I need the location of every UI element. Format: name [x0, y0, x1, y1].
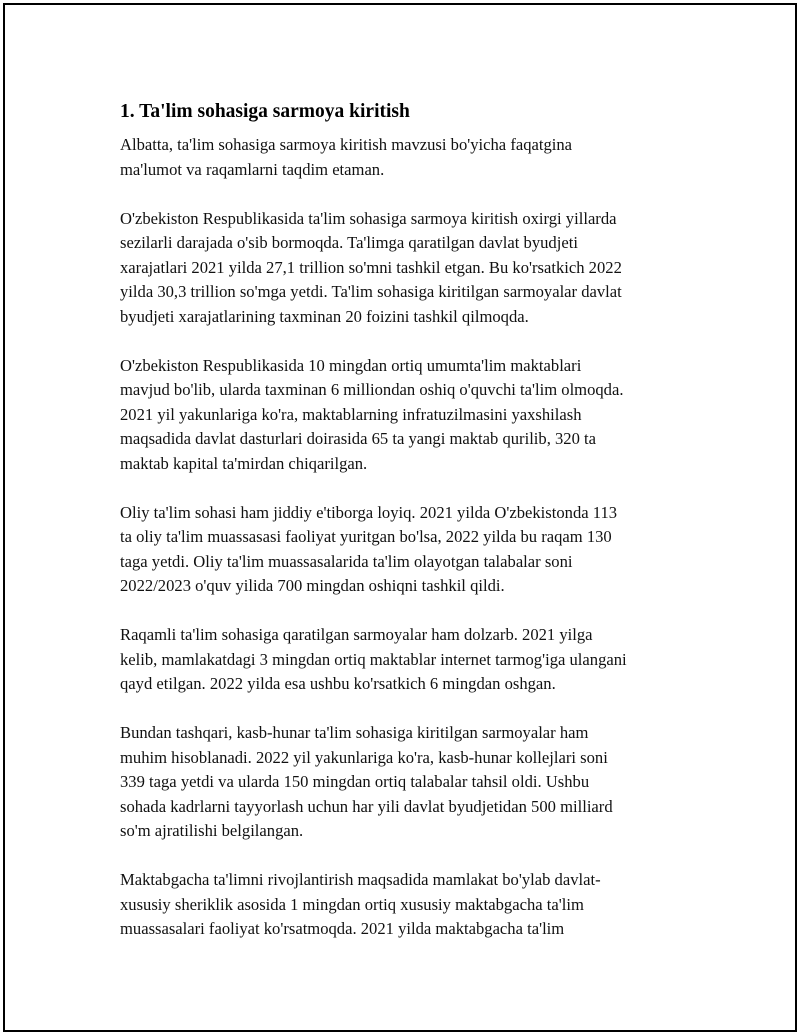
- text-line: 2021 yil yakunlariga ko'ra, maktablarning infratuzilmasini yaxshilash: [120, 404, 582, 424]
- text-line: ma'lumot va raqamlarni taqdim etaman.: [120, 159, 385, 179]
- text-line: maqsadida davlat dasturlari doirasida 65 ta yangi maktab qurilib, 320 ta: [120, 429, 597, 448]
- paragraph-budget: [120, 207, 690, 330]
- paragraph-higher-education: [120, 501, 690, 599]
- text-line: so'm ajratilishi belgilangan.: [120, 821, 304, 840]
- text-line: Albatta, ta'lim sohasiga sarmoya kiritish mavzusi bo'yicha faqatgina: [120, 135, 573, 154]
- paragraph-digital-education: [120, 623, 690, 697]
- text-line: 339 taga yetdi va ularda 150 mingdan ortiq talabalar tahsil oldi. Ushbu: [120, 772, 590, 791]
- text-line: byudjeti xarajatlarining taxminan 20 foizini tashkil qilmoqda.: [120, 306, 529, 326]
- text-line: Bundan tashqari, kasb-hunar ta'lim sohasiga kiritilgan sarmoyalar ham: [120, 723, 589, 742]
- text-line: O'zbekiston Respublikasida 10 mingdan ortiq umumta'lim maktablari: [120, 355, 582, 375]
- text-line: qayd etilgan. 2022 yilda esa ushbu ko'rsatkich 6 mingdan oshgan.: [120, 674, 556, 693]
- document-page: [3, 3, 797, 1032]
- text-line: muhim hisoblanadi. 2022 yil yakunlariga ko'ra, kasb-hunar kollejlari soni: [120, 747, 608, 767]
- text-line: xarajatlari 2021 yilda 27,1 trillion so'mni tashkil etgan. Bu ko'rsatkich 2022: [120, 257, 622, 277]
- text-line: xususiy sheriklik asosida 1 mingdan ortiq xususiy maktabgacha ta'lim: [120, 894, 584, 914]
- paragraph-preschool: [120, 868, 690, 942]
- text-line: kelib, mamlakatdagi 3 mingdan ortiq maktablar internet tarmog'iga ulangani: [120, 649, 627, 669]
- text-line: maktab kapital ta'mirdan chiqarilgan.: [120, 453, 368, 473]
- paragraph-intro: [120, 133, 690, 182]
- paragraph-schools: [120, 354, 690, 477]
- text-line: yilda 30,3 trillion so'mga yetdi. Ta'lim sohasiga kiritilgan sarmoyalar davlat: [120, 282, 622, 301]
- text-line: Maktabgacha ta'limni rivojlantirish maqsadida mamlakat bo'ylab davlat-: [120, 870, 601, 889]
- text-line: taga yetdi. Oliy ta'lim muassasalarida ta'lim olayotgan talabalar soni: [120, 551, 573, 571]
- text-line: mavjud bo'lib, ularda taxminan 6 milliondan oshiq o'quvchi ta'lim olmoqda.: [120, 380, 624, 399]
- paragraph-vocational: [120, 721, 690, 844]
- section-heading: 1. Ta'lim sohasiga sarmoya kiritish: [120, 101, 410, 122]
- text-line: sohada kadrlarni tayyorlash uchun har yili davlat byudjetidan 500 milliard: [120, 796, 613, 816]
- text-line: Raqamli ta'lim sohasiga qaratilgan sarmoyalar ham dolzarb. 2021 yilga: [120, 625, 593, 644]
- document-body: [120, 99, 690, 966]
- text-line: ta oliy ta'lim muassasasi faoliyat yuritgan bo'lsa, 2022 yilda bu raqam 130: [120, 527, 612, 546]
- text-line: Oliy ta'lim sohasi ham jiddiy e'tiborga loyiq. 2021 yilda O'zbekistonda 113: [120, 502, 618, 522]
- text-line: 2022/2023 o'quv yilida 700 mingdan oshiqni tashkil qildi.: [120, 576, 505, 595]
- text-line: sezilarli darajada o'sib bormoqda. Ta'limga qaratilgan davlat byudjeti: [120, 233, 578, 252]
- text-line: O'zbekiston Respublikasida ta'lim sohasiga sarmoya kiritish oxirgi yillarda: [120, 208, 617, 228]
- text-line: muassasalari faoliyat ko'rsatmoqda. 2021 yilda maktabgacha ta'lim: [120, 919, 565, 938]
